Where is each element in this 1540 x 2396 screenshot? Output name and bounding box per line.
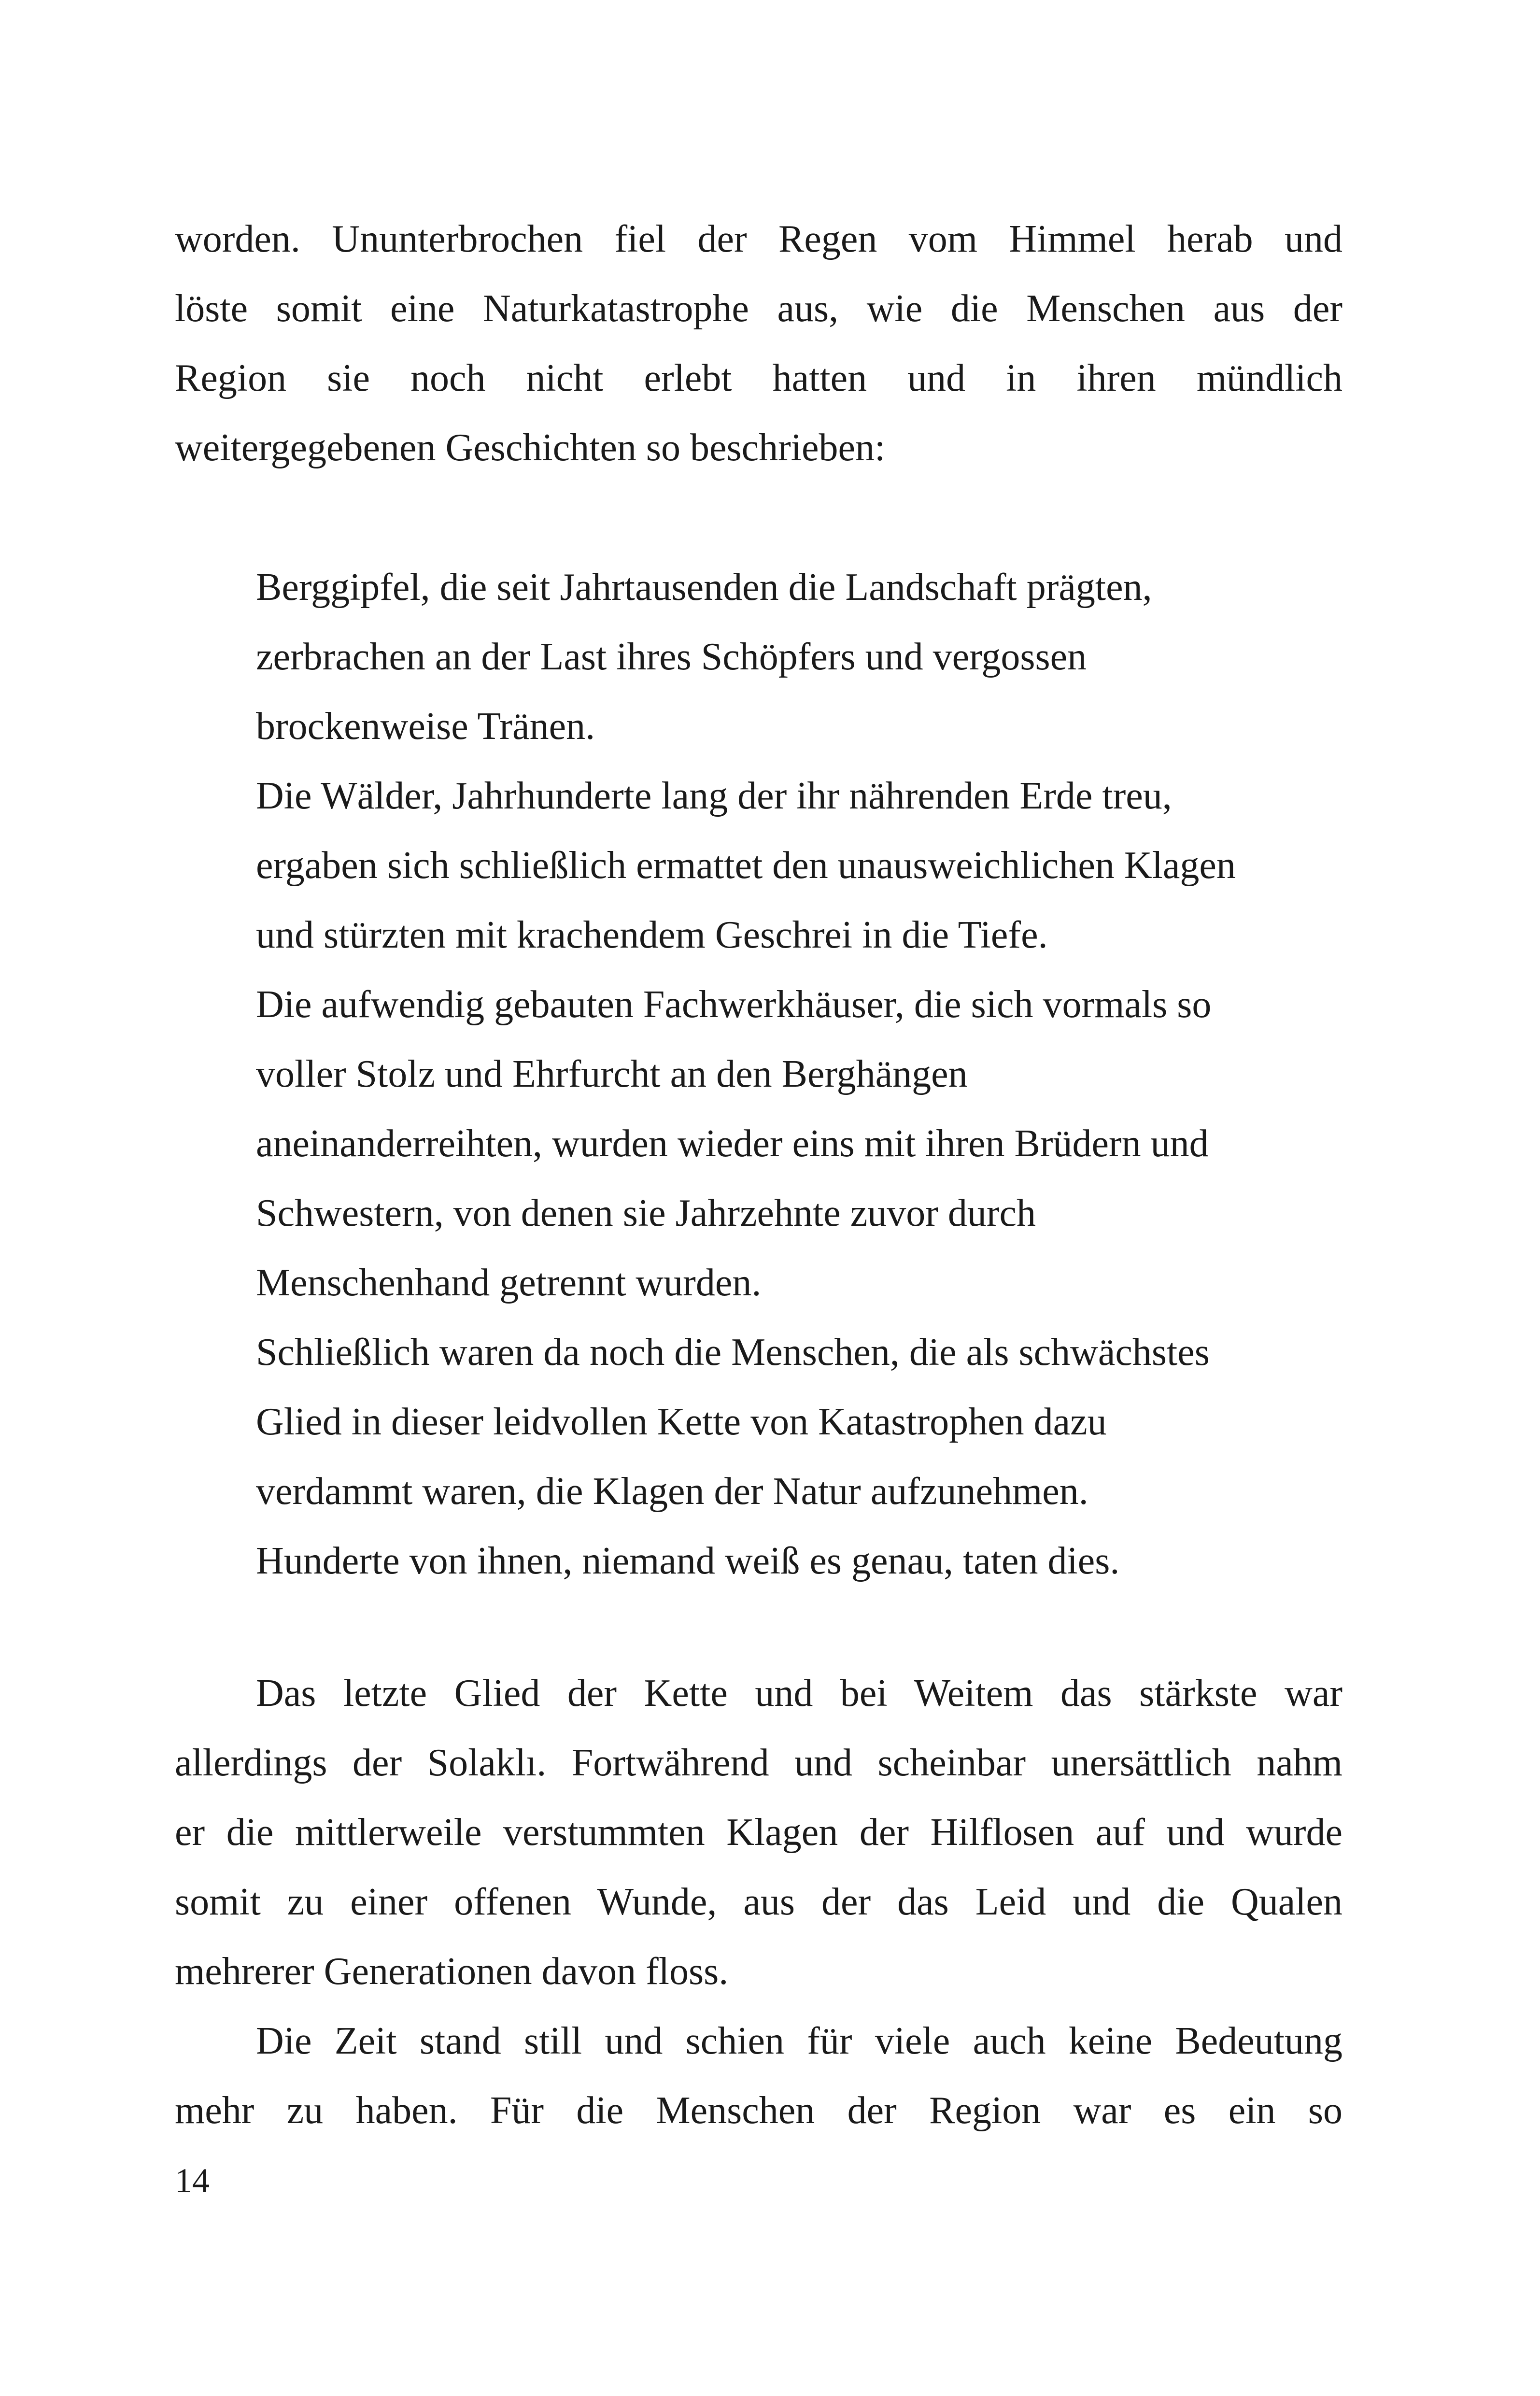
text-line: Die Zeit stand still und schien für viele auch keine Bedeutung bbox=[256, 2020, 1342, 2062]
quote-line: Die Wälder, Jahrhunderte lang der ihr nährenden Erde treu, bbox=[256, 775, 1172, 817]
quote-line: aneinanderreihten, wurden wieder eins mit ihren Brüdern und bbox=[256, 1122, 1209, 1165]
page-number: 14 bbox=[175, 2161, 210, 2200]
quote-line: voller Stolz und Ehrfurcht an den Berghängen bbox=[256, 1053, 968, 1095]
quote-line: und stürzten mit krachendem Geschrei in die Tiefe. bbox=[256, 914, 1048, 956]
quote-line: brockenweise Tränen. bbox=[256, 705, 595, 748]
quote-line: Die aufwendig gebauten Fachwerkhäuser, die sich vormals so bbox=[256, 983, 1212, 1026]
quote-line: Schließlich waren da noch die Menschen, die als schwächstes bbox=[256, 1331, 1210, 1374]
text-line: mehr zu haben. Für die Menschen der Region war es ein so bbox=[175, 2089, 1342, 2132]
quote-line: Menschenhand getrennt wurden. bbox=[256, 1262, 762, 1304]
text-line: Das letzte Glied der Kette und bei Weitem das stärkste war bbox=[256, 1672, 1342, 1715]
quote-line: Schwestern, von denen sie Jahrzehnte zuvor durch bbox=[256, 1192, 1036, 1234]
text-line: Region sie noch nicht erlebt hatten und in ihren mündlich bbox=[175, 357, 1342, 399]
quote-line: zerbrachen an der Last ihres Schöpfers und vergossen bbox=[256, 636, 1087, 678]
paragraph-three bbox=[175, 2006, 1342, 2145]
text-line: löste somit eine Naturkatastrophe aus, wie die Menschen aus der bbox=[175, 287, 1342, 330]
quote-line: Glied in dieser leidvollen Kette von Katastrophen dazu bbox=[256, 1401, 1107, 1443]
text-line: er die mittlerweile verstummten Klagen der Hilflosen auf und wurde bbox=[175, 1811, 1342, 1854]
quote-line: verdammt waren, die Klagen der Natur aufzunehmen. bbox=[256, 1470, 1088, 1513]
block-quote bbox=[256, 553, 1342, 1596]
text-line: allerdings der Solaklı. Fortwährend und scheinbar unersättlich nahm bbox=[175, 1742, 1342, 1784]
intro-paragraph bbox=[175, 204, 1342, 482]
quote-line: ergaben sich schließlich ermattet den unausweichlichen Klagen bbox=[256, 844, 1236, 887]
text-line: worden. Ununterbrochen fiel der Regen vom Himmel herab und bbox=[175, 218, 1342, 260]
quote-line: Berggipfel, die seit Jahrtausenden die Landschaft prägten, bbox=[256, 566, 1152, 609]
paragraph-two bbox=[175, 1659, 1342, 2006]
quote-line: Hunderte von ihnen, niemand weiß es genau, taten dies. bbox=[256, 1540, 1120, 1582]
text-line: mehrerer Generationen davon floss. bbox=[175, 1950, 729, 1993]
text-line: weitergegebenen Geschichten so beschrieben: bbox=[175, 426, 886, 469]
text-line: somit zu einer offenen Wunde, aus der das Leid und die Qualen bbox=[175, 1881, 1342, 1923]
